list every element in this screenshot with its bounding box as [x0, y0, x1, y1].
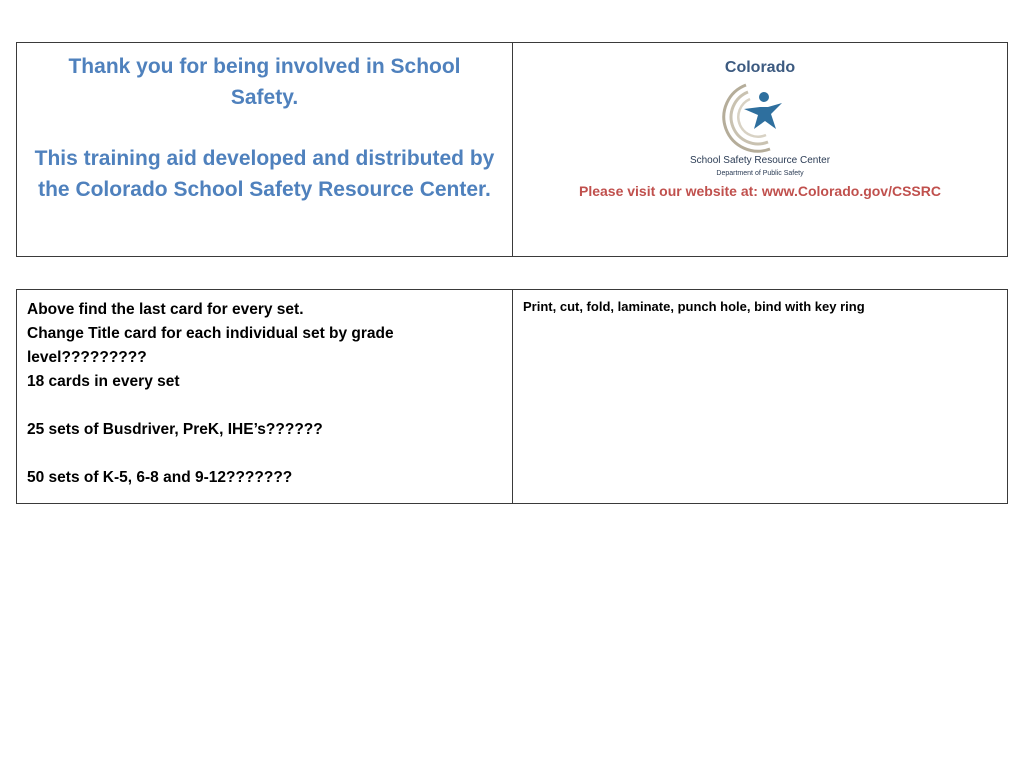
- notes-table: [16, 289, 1008, 504]
- cssrc-logo: [513, 43, 1007, 256]
- notes-cell: [17, 290, 513, 503]
- website-link[interactable]: Please visit our website at: www.Colorado.gov/CSSRC: [578, 183, 941, 199]
- spacer: [27, 442, 502, 466]
- thank-you-heading: Thank you for being involved in School Safety.: [68, 55, 461, 109]
- logo-emblem-icon: [708, 81, 798, 155]
- training-aid-text: This training aid developed and distributed by the Colorado School Safety Resource Center.: [34, 147, 495, 201]
- note-grade-sets: 50 sets of K-5, 6-8 and 9-12???????: [27, 469, 293, 486]
- spacer: [27, 394, 502, 418]
- thank-you-cell: [17, 43, 513, 256]
- card-front-table: [16, 42, 1008, 257]
- logo-state-name: Colorado: [724, 59, 796, 76]
- note-last-card: Above find the last card for every set.: [27, 301, 304, 318]
- thank-you-text: [17, 43, 512, 205]
- instructions-cell: [513, 290, 1007, 503]
- logo-organization: School Safety Resource Center: [689, 155, 831, 166]
- note-card-count: 18 cards in every set: [27, 373, 180, 390]
- assembly-instructions: Print, cut, fold, laminate, punch hole, bind with key ring: [523, 299, 865, 314]
- logo-cell: [513, 43, 1007, 256]
- notes-text: [17, 290, 512, 490]
- note-busdriver-sets: 25 sets of Busdriver, PreK, IHE’s??????: [27, 421, 323, 438]
- note-change-title: Change Title card for each individual set by grade level?????????: [27, 325, 394, 366]
- logo-department: Department of Public Safety: [716, 170, 804, 177]
